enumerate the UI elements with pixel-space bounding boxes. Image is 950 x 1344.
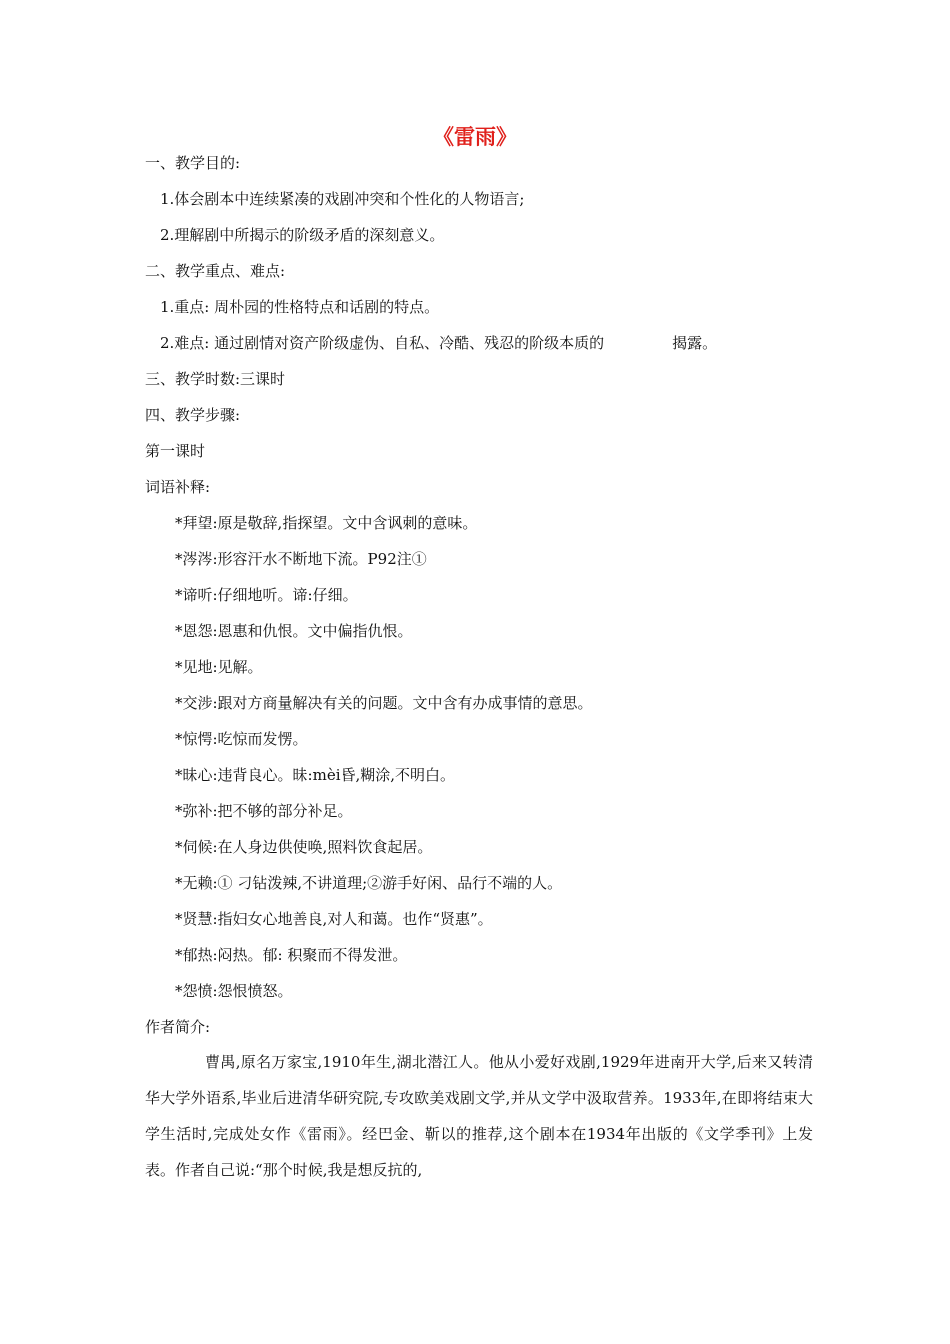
glossary-item: *涔涔:形容汗水不断地下流。P92注① [175, 550, 427, 568]
glossary-item: *谛听:仔细地听。谛:仔细。 [175, 586, 358, 604]
objective-item-2: 2.理解剧中所揭示的阶级矛盾的深刻意义。 [160, 226, 445, 244]
author-paragraph: 曹禺,原名万家宝,1910年生,湖北潜江人。他从小爱好戏剧,1929年进南开大学,后来又转清华大学外语系,毕业后进清华研究院,专攻欧美戏剧文学,并从文学中汲取营养。1933年,在即将结束大学生活时,完成处女作《雷雨》。经巴金、靳以的推荐,这个剧本在1934年出版的《文学季刊》上发表。作者自己说:“那个时候,我是想反抗的, [145, 1053, 813, 1179]
keypoint-item-2-text: 2.难点: 通过剧情对资产阶级虚伪、自私、冷酷、残忍的阶级本质的 [160, 334, 605, 352]
glossary-item: *见地:见解。 [175, 658, 263, 676]
keypoints-heading: 二、教学重点、难点: [145, 262, 286, 280]
glossary-item: *交涉:跟对方商量解决有关的问题。文中含有办成事情的意思。 [175, 694, 593, 712]
keypoint-item-1: 1.重点: 周朴园的性格特点和话剧的特点。 [160, 298, 440, 316]
keypoint-item-2 [160, 332, 717, 354]
glossary-item: *弥补:把不够的部分补足。 [175, 802, 353, 820]
glossary-item: *郁热:闷热。郁: 积聚而不得发泄。 [175, 946, 408, 964]
author-heading: 作者简介: [145, 1018, 211, 1036]
glossary-item: *无赖:① 刁钻泼辣,不讲道理;②游手好闲、品行不端的人。 [175, 874, 563, 892]
glossary-item: *惊愕:吃惊而发愣。 [175, 730, 308, 748]
glossary-item: *贤慧:指妇女心地善良,对人和蔼。也作“贤惠”。 [175, 910, 493, 928]
glossary-item: *昧心:违背良心。昧:mèi昏,糊涂,不明白。 [175, 766, 456, 784]
glossary-item: *恩怨:恩惠和仇恨。文中偏指仇恨。 [175, 622, 413, 640]
steps-heading: 四、教学步骤: [145, 406, 241, 424]
keypoint-item-2-end: 揭露。 [672, 334, 718, 352]
objective-item-1: 1.体会剧本中连续紧凑的戏剧冲突和个性化的人物语言; [160, 190, 525, 208]
document-title: 《雷雨》 [433, 124, 517, 149]
objectives-heading: 一、教学目的: [145, 154, 241, 172]
teaching-hours: 三、教学时数:三课时 [145, 370, 286, 388]
lesson-one-heading: 第一课时 [145, 442, 206, 460]
glossary-item: *伺候:在人身边供使唤,照料饮食起居。 [175, 838, 433, 856]
glossary-item: *怨愤:怨恨愤怒。 [175, 982, 293, 1000]
glossary-item: *拜望:原是敬辞,指探望。文中含讽刺的意味。 [175, 514, 478, 532]
glossary-heading: 词语补释: [145, 478, 211, 496]
